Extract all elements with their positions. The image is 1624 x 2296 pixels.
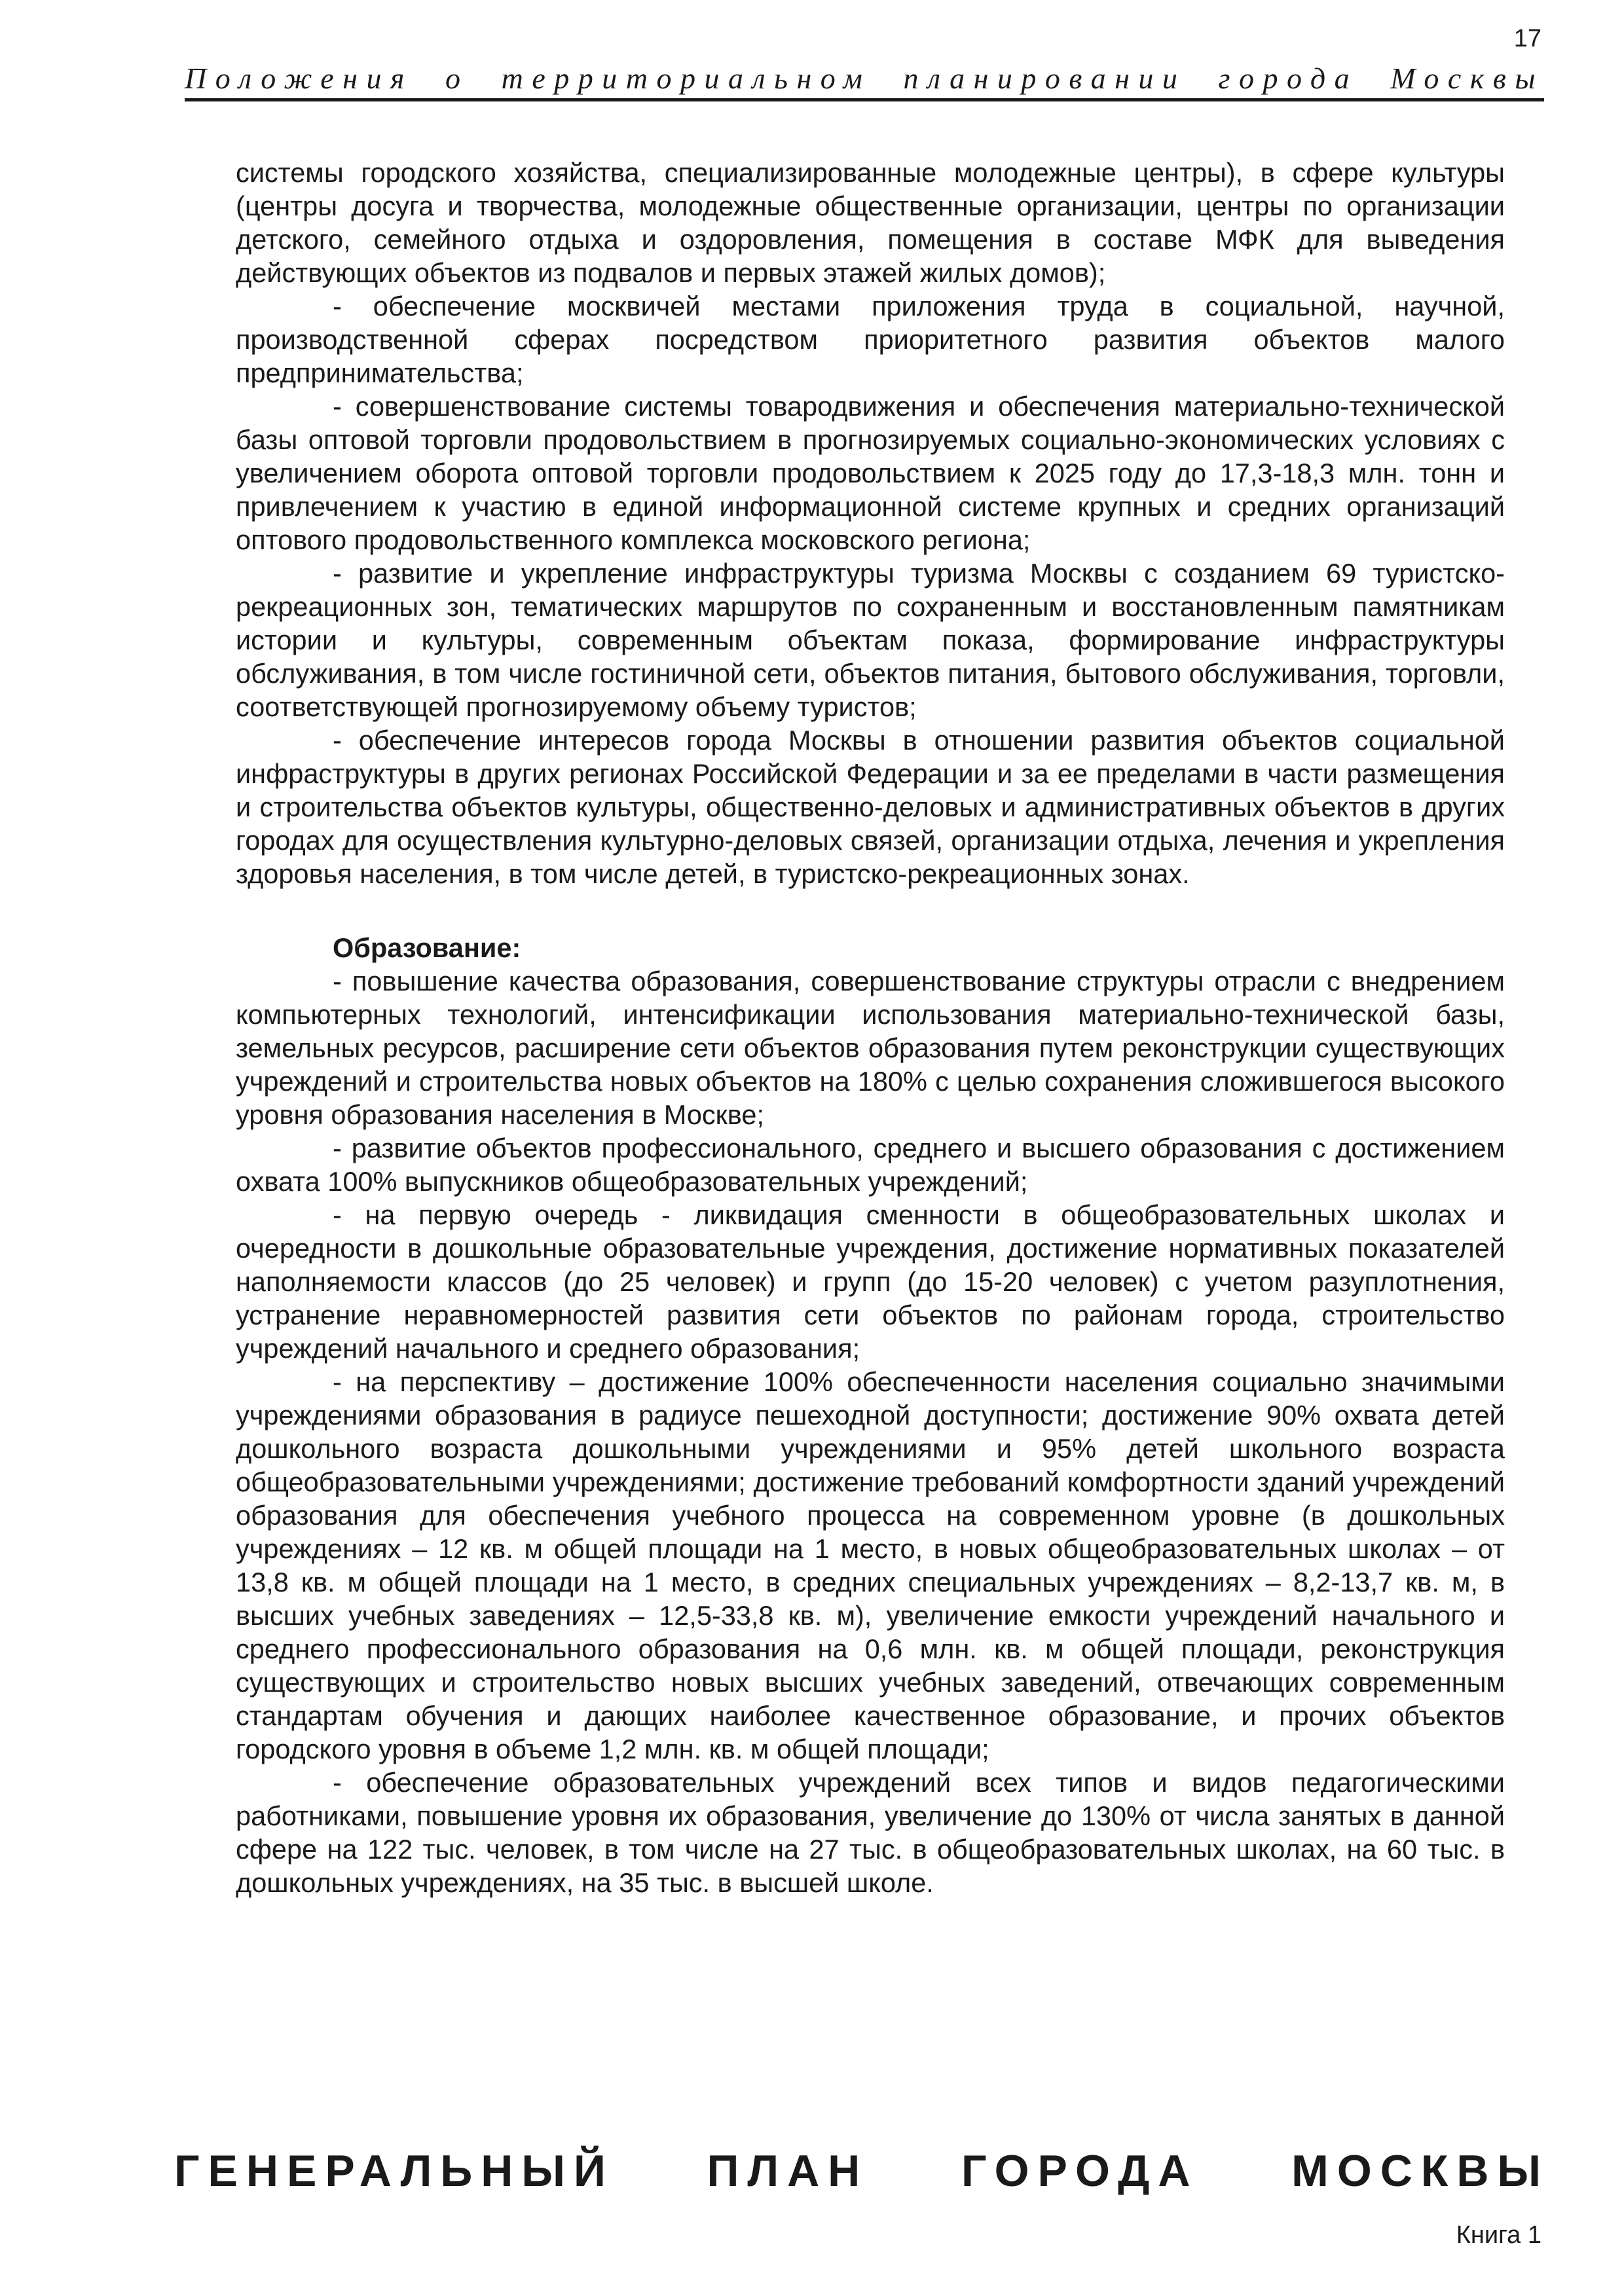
document-body	[236, 156, 1505, 1899]
section-heading-education: Образование:	[333, 932, 521, 963]
header-rule	[185, 98, 1544, 101]
list-item: - на перспективу – достижение 100% обеспеченности населения социально значимыми учреждениями образования в радиусе пешеходной доступности; достижение 90% охвата детей дошкольного возраста дошкольными учреждениями и 95% детей школьного возраста общеобразовательными учреждениями; достижение требований комфортности зданий учреждений образования для обеспечения учебного процесса на современном уровне (в дошкольных учреждениях – 12 кв. м общей площади на 1 место, в новых общеобразовательных школах – от 13,8 кв. м общей площади на 1 место, в средних специальных учреждениях – 8,2-13,7 кв. м, в высших учебных заведениях – 12,5-33,8 кв. м), увеличение емкости учреждений начального и среднего профессионального образования на 0,6 млн. кв. м общей площади, реконструкция существующих и строительство новых высших учебных заведений, отвечающих современным стандартам обучения и дающих наиболее качественное образование, и прочих объектов городского уровня в объеме 1,2 млн. кв. м общей площади;	[236, 1366, 1505, 1764]
list-item: - обеспечение москвичей местами приложения труда в социальной, научной, производственной сферах посредством приоритетного развития объектов малого предпринимательства;	[236, 291, 1505, 388]
list-item: - повышение качества образования, совершенствование структуры отрасли с внедрением компьютерных технологий, интенсификации использования материально-технической базы, земельных ресурсов, расширение сети объектов образования путем реконструкции существующих учреждений и строительства новых объектов на 180% с целью сохранения сложившегося высокого уровня образования населения в Москве;	[236, 966, 1505, 1130]
paragraph-continued: системы городского хозяйства, специализированные молодежные центры), в сфере культуры (центры досуга и творчества, молодежные общественные организации, центры по организации детского, семейного отдыха и оздоровления, помещения в составе МФК для выведения действующих объектов из подвалов и первых этажей жилых домов);	[236, 157, 1505, 288]
list-item: - развитие объектов профессионального, среднего и высшего образования с достижением охвата 100% выпускников общеобразовательных учреждений;	[236, 1133, 1505, 1197]
running-header: Положения о территориальном планировании города Москвы	[185, 62, 1544, 95]
list-item: - обеспечение интересов города Москвы в отношении развития объектов социальной инфраструктуры в других регионах Российской Федерации и за ее пределами в части размещения и строительства объектов культуры, общественно-деловых и административных объектов в других городах для осуществления культурно-деловых связей, организации отдыха, лечения и укрепления здоровья населения, в том числе детей, в туристско-рекреационных зонах.	[236, 725, 1505, 889]
footer-title: ГЕНЕРАЛЬНЫЙ ПЛАН ГОРОДА МОСКВЫ	[174, 2146, 1549, 2196]
list-item: - обеспечение образовательных учреждений всех типов и видов педагогическими работниками, повышение уровня их образования, увеличение до 130% от числа занятых в данной сфере на 122 тыс. человек, в том числе на 27 тыс. в общеобразовательных школах, на 60 тыс. в дошкольных учреждениях, на 35 тыс. в высшей школе.	[236, 1767, 1505, 1898]
list-item: - развитие и укрепление инфраструктуры туризма Москвы с созданием 69 туристско-рекреационных зон, тематических маршрутов по сохраненным и восстановленным памятникам истории и культуры, современным объектам показа, формирование инфраструктуры обслуживания, в том числе гостиничной сети, объектов питания, бытового обслуживания, торговли, соответствующей прогнозируемому объему туристов;	[236, 558, 1505, 722]
list-item: - на первую очередь - ликвидация сменности в общеобразовательных школах и очередности в дошкольные образовательные учреждения, достижение нормативных показателей наполняемости классов (до 25 человек) и групп (до 15-20 человек) с учетом разуплотнения, устранение неравномерностей развития сети объектов по районам города, строительство учреждений начального и среднего образования;	[236, 1199, 1505, 1364]
list-item: - совершенствование системы товародвижения и обеспечения материально-технической базы оптовой торговли продовольствием в прогнозируемых социально-экономических условиях с увеличением оборота оптовой торговли продовольствием к 2025 году до 17,3-18,3 млн. тонн и привлечением к участию в единой информационной системе крупных и средних организаций оптового продовольственного комплекса московского региона;	[236, 391, 1505, 555]
page-number: 17	[1513, 25, 1541, 52]
footer-book-label: Книга 1	[1456, 2221, 1541, 2249]
